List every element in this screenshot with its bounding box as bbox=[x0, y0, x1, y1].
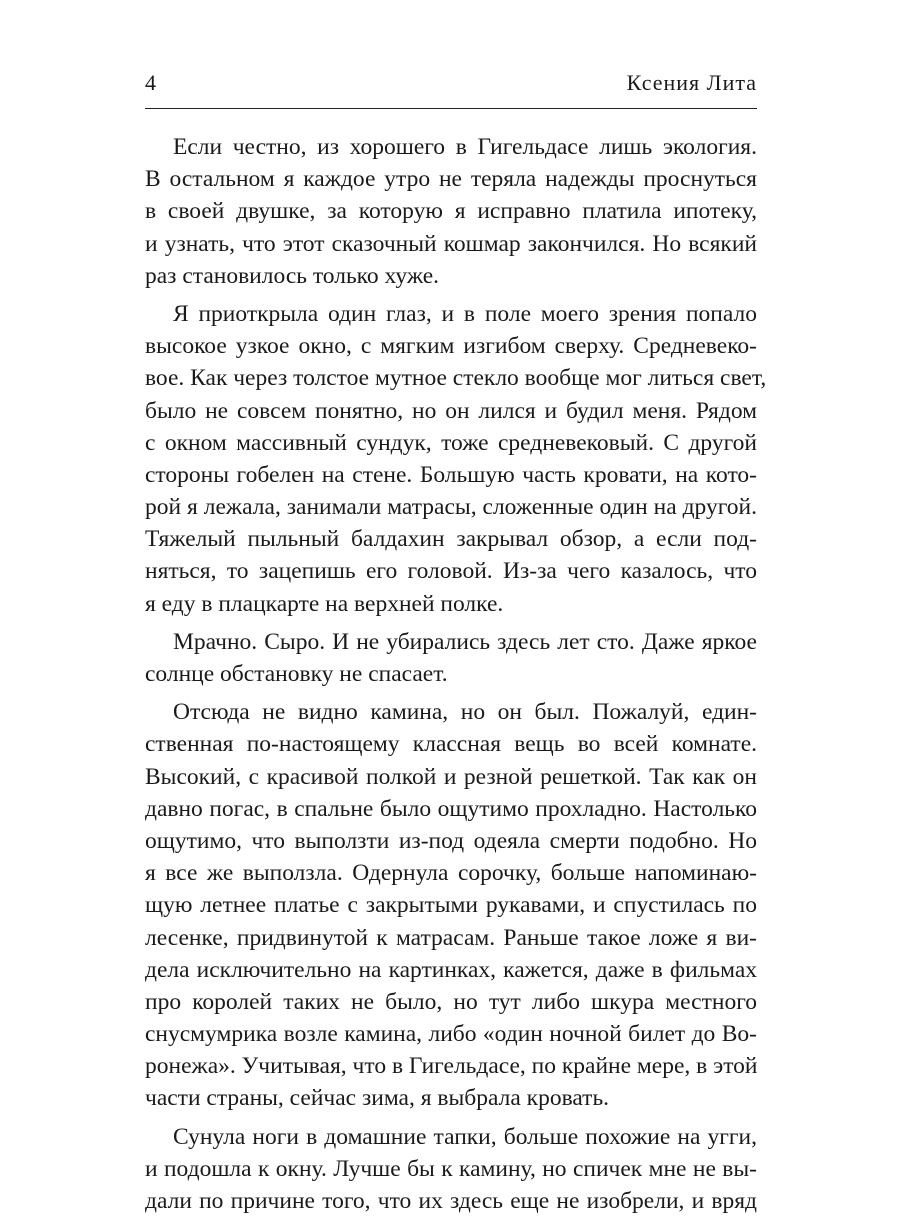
text-line: части страны, сейчас зима, я выбрала кровать. bbox=[145, 1085, 610, 1112]
text-line: Тяжелый пыльный балдахин закрывал обзор, а если под- bbox=[145, 526, 757, 553]
text-line: Если честно, из хорошего в Гигельдасе лишь экология. bbox=[173, 134, 757, 160]
paragraph-2 bbox=[145, 298, 767, 620]
text-line: Высокий, с красивой полкой и резной решеткой. Так как он bbox=[145, 763, 757, 790]
author-name: Ксения Лита bbox=[626, 70, 757, 95]
text-line: В остальном я каждое утро не теряла надежды проснуться bbox=[145, 166, 757, 193]
text-line: с окном массивный сундук, тоже средневековый. С другой bbox=[145, 429, 757, 456]
paragraph-1 bbox=[145, 131, 757, 292]
paragraph-5 bbox=[145, 1121, 757, 1218]
text-line: в своей двушке, за которую я исправно платила ипотеку, bbox=[145, 198, 757, 225]
text-line: вое. Как через толстое мутное стекло вообще мог литься свет, bbox=[145, 365, 767, 392]
text-line: про королей таких не было, но тут либо шкура местного bbox=[145, 988, 757, 1015]
paragraph-3 bbox=[145, 626, 757, 690]
book-page bbox=[145, 60, 767, 1223]
text-line: ственная по-настоящему классная вещь во всей комнате. bbox=[145, 731, 757, 758]
text-line: я все же выползла. Одернула сорочку, больше напоминаю- bbox=[145, 860, 757, 887]
running-header bbox=[145, 60, 757, 109]
text-line: и узнать, что этот сказочный кошмар закончился. Но всякий bbox=[145, 230, 757, 257]
body-text bbox=[145, 131, 767, 1217]
paragraph-4 bbox=[145, 696, 757, 1114]
text-line: няться, то зацепишь его головой. Из-за чего казалось, что bbox=[145, 558, 757, 585]
text-line: и подошла к окну. Лучше бы к камину, но спичек мне не вы- bbox=[145, 1155, 757, 1182]
text-line: лесенке, придвинутой к матрасам. Раньше такое ложе я ви- bbox=[145, 924, 757, 951]
text-line: Я приоткрыла один глаз, и в поле моего зрения попало bbox=[173, 300, 757, 327]
text-line: Сунула ноги в домашние тапки, больше похожие на угги, bbox=[173, 1123, 757, 1150]
text-line: я еду в плацкарте на верхней полке. bbox=[145, 590, 504, 617]
text-line: рой я лежала, занимали матрасы, сложенные один на другой. bbox=[145, 494, 757, 521]
text-line: солнце обстановку не спасает. bbox=[145, 661, 448, 687]
text-line: дела исключительно на картинках, кажется, даже в фильмах bbox=[145, 956, 757, 983]
text-line: дали по причине того, что их здесь еще не изобрели, и вряд bbox=[145, 1188, 757, 1214]
text-line: щую летнее платье с закрытыми рукавами, и спустилась по bbox=[145, 892, 757, 919]
text-line: высокое узкое окно, с мягким изгибом сверху. Средневеко- bbox=[145, 333, 757, 360]
page-number: 4 bbox=[145, 70, 156, 95]
text-line: снусмумрика возле камина, либо «один ночной билет до Во- bbox=[145, 1021, 757, 1048]
text-line: ощутимо, что выползти из-под одеяла смерти подобно. Но bbox=[145, 827, 757, 854]
text-line: давно погас, в спальне было ощутимо прохладно. Настолько bbox=[145, 795, 757, 822]
text-line: ронежа». Учитывая, что в Гигельдасе, по крайне мере, в этой bbox=[145, 1053, 758, 1080]
text-line: Мрачно. Сыро. И не убирались здесь лет сто. Даже яркое bbox=[173, 628, 757, 655]
text-line: было не совсем понятно, но он лился и будил меня. Рядом bbox=[145, 397, 757, 424]
text-line: стороны гобелен на стене. Большую часть кровати, на кото- bbox=[145, 461, 757, 488]
text-line: Отсюда не видно камина, но он был. Пожалуй, един- bbox=[173, 699, 757, 726]
text-line: раз становилось только хуже. bbox=[145, 262, 440, 289]
